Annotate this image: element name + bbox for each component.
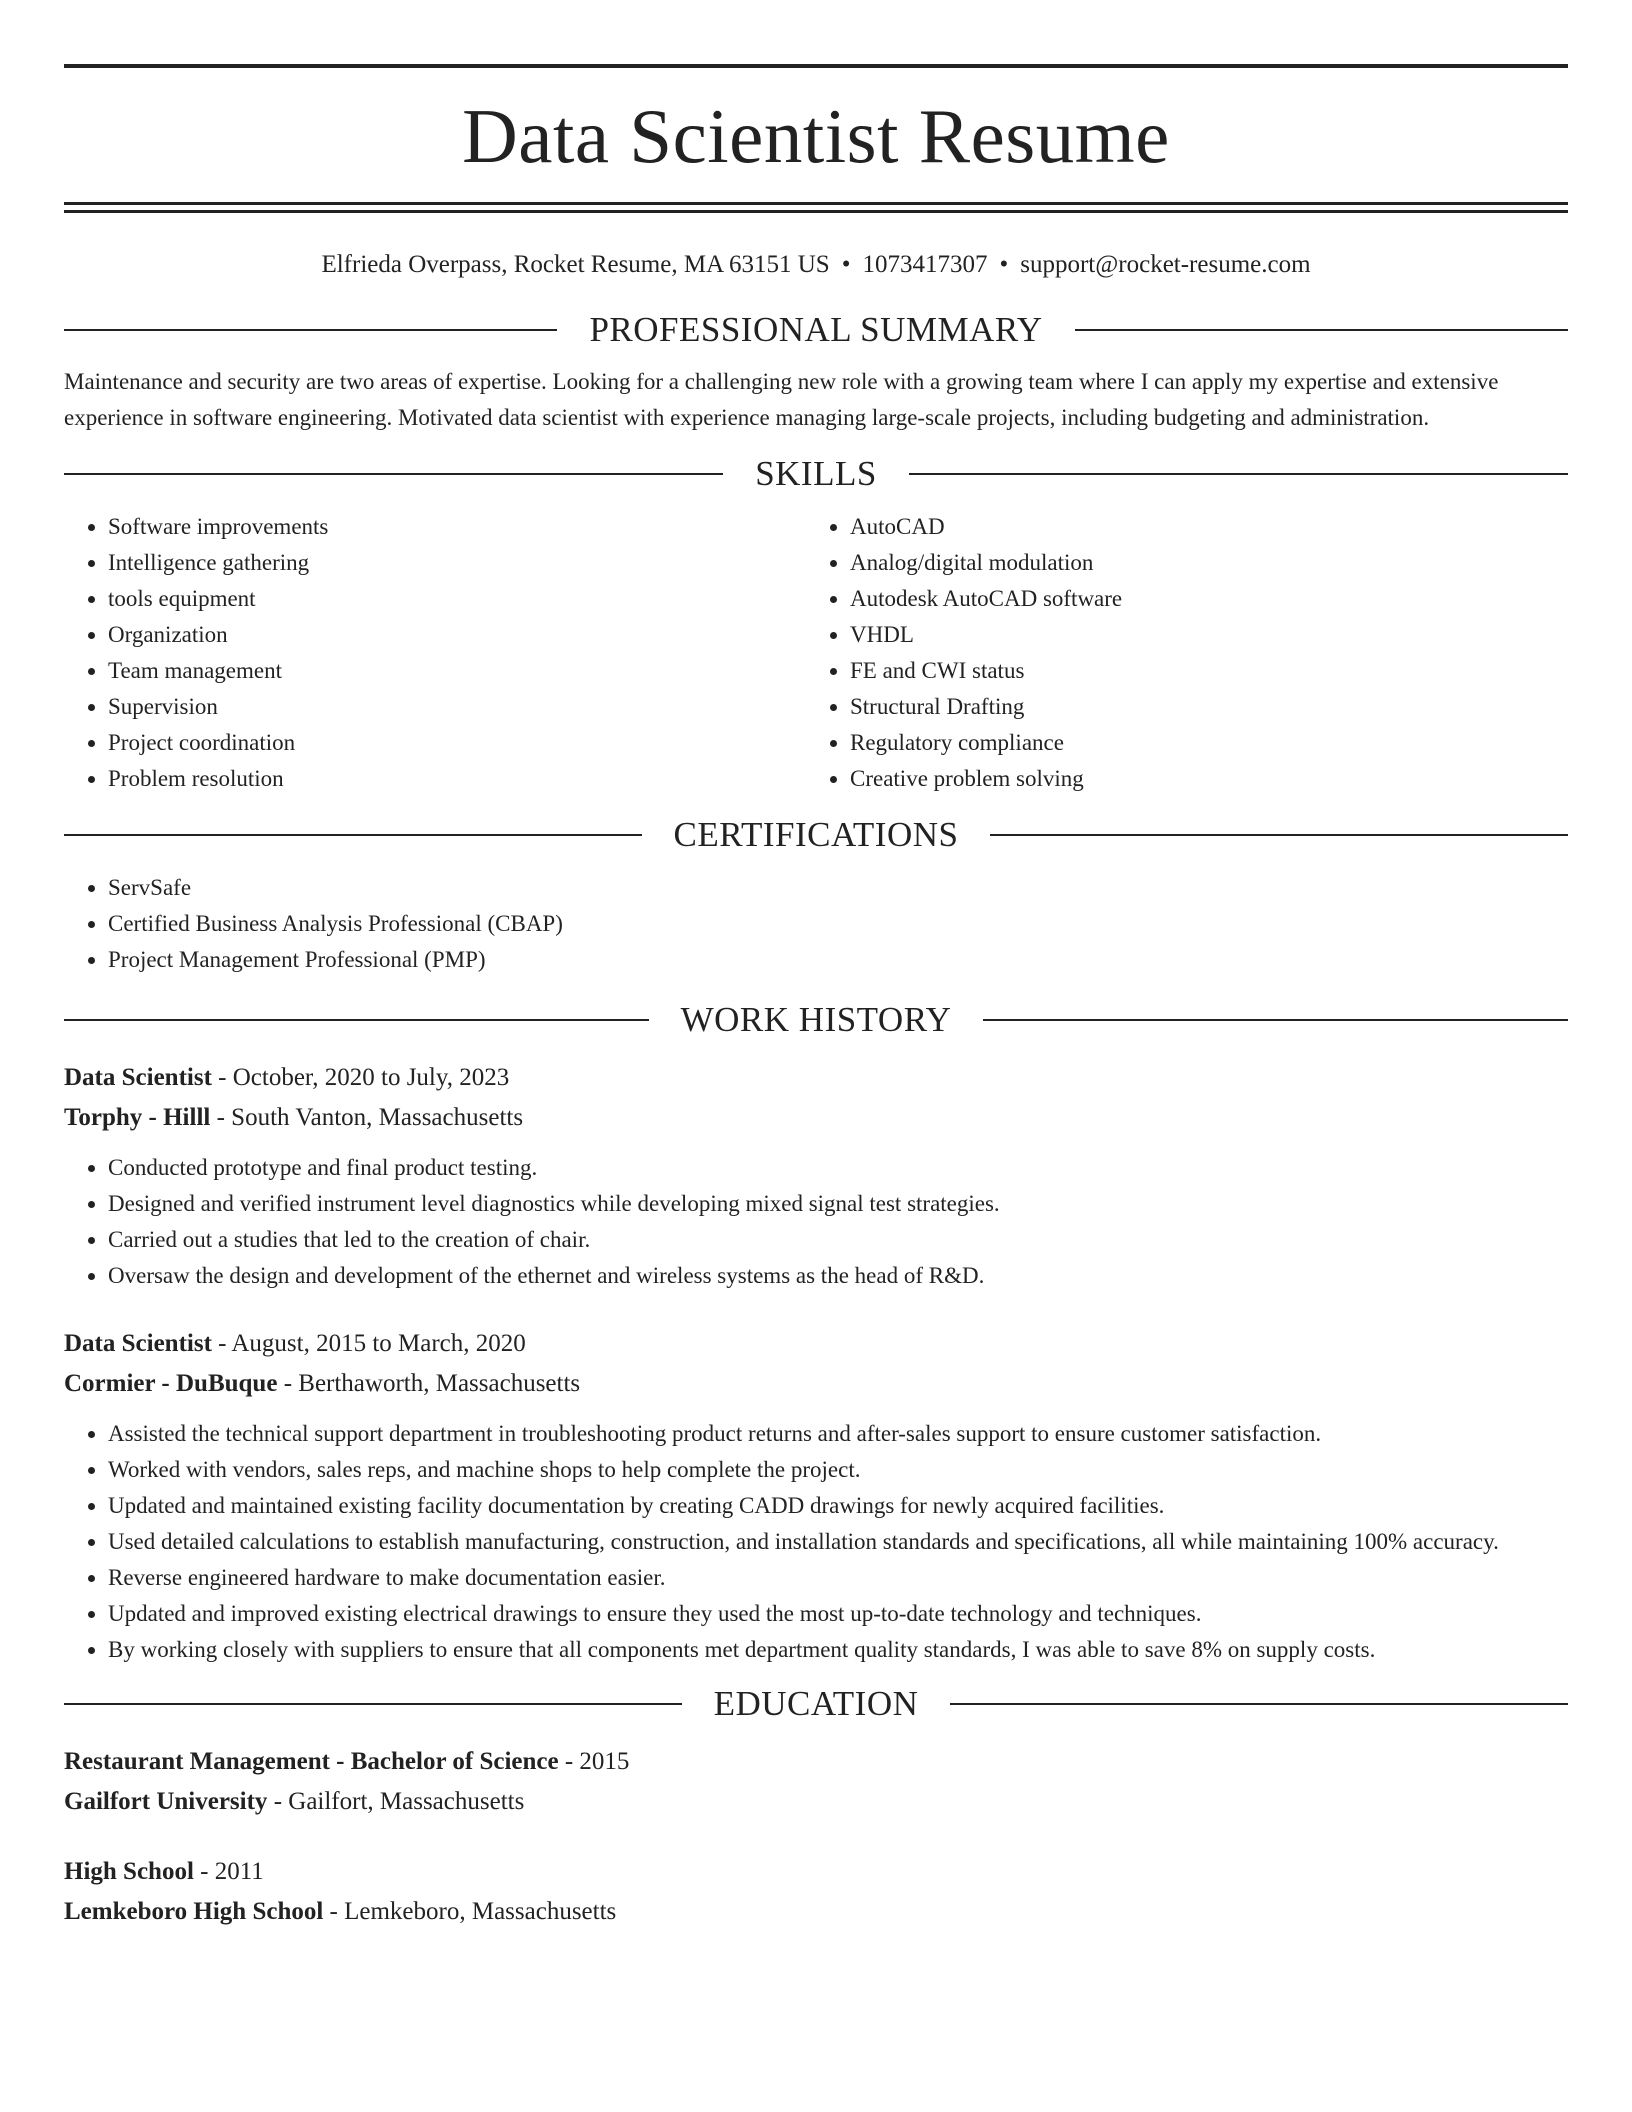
section-heading-skills — [64, 454, 1568, 494]
skill-item: • Analog/digital modulation — [850, 545, 1548, 581]
skill-item: • tools equipment — [108, 581, 806, 617]
job-bullet: • Worked with vendors, sales reps, and machine shops to help complete the project. — [108, 1452, 1568, 1488]
job-bullets — [64, 1150, 1568, 1294]
skill-item: • Software improvements — [108, 509, 806, 545]
heading-rule-left — [64, 473, 723, 475]
job-entry — [64, 1324, 1568, 1668]
skill-item: • VHDL — [850, 617, 1548, 653]
contact-separator: • — [841, 251, 851, 278]
heading-rule-left — [64, 1703, 682, 1705]
job-location: - Berthaworth, Massachusetts — [277, 1370, 581, 1397]
skills-list-right — [806, 509, 1548, 797]
heading-rule-left — [64, 329, 557, 331]
section-title: PROFESSIONAL SUMMARY — [589, 310, 1043, 349]
skill-item: • AutoCAD — [850, 509, 1548, 545]
resume-title: Data Scientist Resume — [462, 93, 1170, 179]
job-bullet: • Used detailed calculations to establish manufacturing, construction, and installation standards and specifications, all while maintaining 100% accuracy. — [108, 1524, 1568, 1560]
job-bullet: • Updated and maintained existing facility documentation by creating CADD drawings for newly acquired facilities. — [108, 1488, 1568, 1524]
job-dates: - October, 2020 to July, 2023 — [211, 1064, 510, 1091]
job-dates: - August, 2015 to March, 2020 — [211, 1330, 526, 1357]
heading-rule-right — [950, 1703, 1568, 1705]
job-bullet: • Assisted the technical support department in troubleshooting product returns and after-sales support to ensure customer satisfaction. — [108, 1416, 1568, 1452]
contact-line — [64, 247, 1568, 283]
job-title: Data Scientist — [64, 1064, 212, 1091]
skill-item: • Project coordination — [108, 725, 806, 761]
job-company: Cormier - DuBuque — [64, 1370, 278, 1397]
section-title: CERTIFICATIONS — [673, 815, 959, 854]
skills-columns — [64, 509, 1568, 797]
education-entry — [64, 1852, 1568, 1932]
education-school-line — [64, 1782, 1568, 1822]
education-location: - Gailfort, Massachusetts — [267, 1788, 525, 1815]
contact-email: support@rocket-resume.com — [1020, 251, 1311, 278]
job-bullet: • Carried out a studies that led to the creation of chair. — [108, 1222, 1568, 1258]
job-title: Data Scientist — [64, 1330, 212, 1357]
skills-list-left — [64, 509, 806, 797]
job-bullet: • By working closely with suppliers to ensure that all components met department quality standards, I was able to save 8% on supply costs. — [108, 1632, 1568, 1668]
skill-item: • Organization — [108, 617, 806, 653]
skill-item: • Creative problem solving — [850, 761, 1548, 797]
section-heading-education — [64, 1684, 1568, 1724]
job-company-line — [64, 1364, 1568, 1404]
section-heading-certifications — [64, 815, 1568, 855]
education-degree-line — [64, 1742, 1568, 1782]
certification-item: • Project Management Professional (PMP) — [108, 942, 1568, 978]
skill-item: • FE and CWI status — [850, 653, 1548, 689]
job-entry — [64, 1058, 1568, 1294]
skill-item: • Autodesk AutoCAD software — [850, 581, 1548, 617]
job-bullets — [64, 1416, 1568, 1668]
skill-item: • Structural Drafting — [850, 689, 1548, 725]
heading-rule-right — [1075, 329, 1568, 331]
contact-phone: 1073417307 — [862, 251, 988, 278]
skill-item: • Problem resolution — [108, 761, 806, 797]
section-heading-work — [64, 1000, 1568, 1040]
skill-item: • Supervision — [108, 689, 806, 725]
header-block — [64, 0, 1568, 213]
job-company: Torphy - Hilll — [64, 1104, 211, 1131]
education-degree: High School — [64, 1858, 194, 1885]
education-year: - 2015 — [558, 1748, 630, 1775]
education-school: Gailfort University — [64, 1788, 268, 1815]
skill-item: • Team management — [108, 653, 806, 689]
skill-item: • Regulatory compliance — [850, 725, 1548, 761]
contact-separator: • — [999, 251, 1009, 278]
section-title: WORK HISTORY — [680, 1000, 952, 1039]
job-bullet: • Updated and improved existing electrical drawings to ensure they used the most up-to-date technology and techniques. — [108, 1596, 1568, 1632]
job-company-line — [64, 1098, 1568, 1138]
education-degree-line — [64, 1852, 1568, 1892]
skill-item: • Intelligence gathering — [108, 545, 806, 581]
job-title-line — [64, 1324, 1568, 1364]
education-degree: Restaurant Management - Bachelor of Science — [64, 1748, 559, 1775]
certification-item: • Certified Business Analysis Professional (CBAP) — [108, 906, 1568, 942]
heading-rule-left — [64, 834, 642, 836]
heading-rule-right — [990, 834, 1568, 836]
heading-rule-left — [64, 1019, 649, 1021]
job-title-line — [64, 1058, 1568, 1098]
top-rule — [64, 64, 1568, 68]
job-location: - South Vanton, Massachusetts — [210, 1104, 524, 1131]
title-double-rule — [64, 202, 1568, 213]
job-bullet: • Designed and verified instrument level diagnostics while developing mixed signal test strategies. — [108, 1186, 1568, 1222]
job-bullet: • Oversaw the design and development of the ethernet and wireless systems as the head of R&D. — [108, 1258, 1568, 1294]
education-entry — [64, 1742, 1568, 1822]
job-bullet: • Conducted prototype and final product testing. — [108, 1150, 1568, 1186]
job-bullet: • Reverse engineered hardware to make documentation easier. — [108, 1560, 1568, 1596]
certifications-list — [64, 870, 1568, 978]
resume-page — [64, 0, 1568, 1932]
section-title: SKILLS — [755, 454, 877, 493]
contact-address: Elfrieda Overpass, Rocket Resume, MA 63151 US — [321, 251, 830, 278]
education-school: Lemkeboro High School — [64, 1898, 324, 1925]
certification-item: • ServSafe — [108, 870, 1568, 906]
heading-rule-right — [909, 473, 1568, 475]
summary-text: Maintenance and security are two areas of expertise. Looking for a challenging new role with a growing team where I can apply my expertise and extensive experience in software engineering. Motivated data scientist with experience managing large-scale projects, including budgeting and administration. — [64, 369, 1499, 430]
heading-rule-right — [983, 1019, 1568, 1021]
education-location: - Lemkeboro, Massachusetts — [323, 1898, 617, 1925]
section-heading-summary — [64, 310, 1568, 350]
section-title: EDUCATION — [713, 1684, 919, 1723]
education-year: - 2011 — [193, 1858, 264, 1885]
education-school-line — [64, 1892, 1568, 1932]
